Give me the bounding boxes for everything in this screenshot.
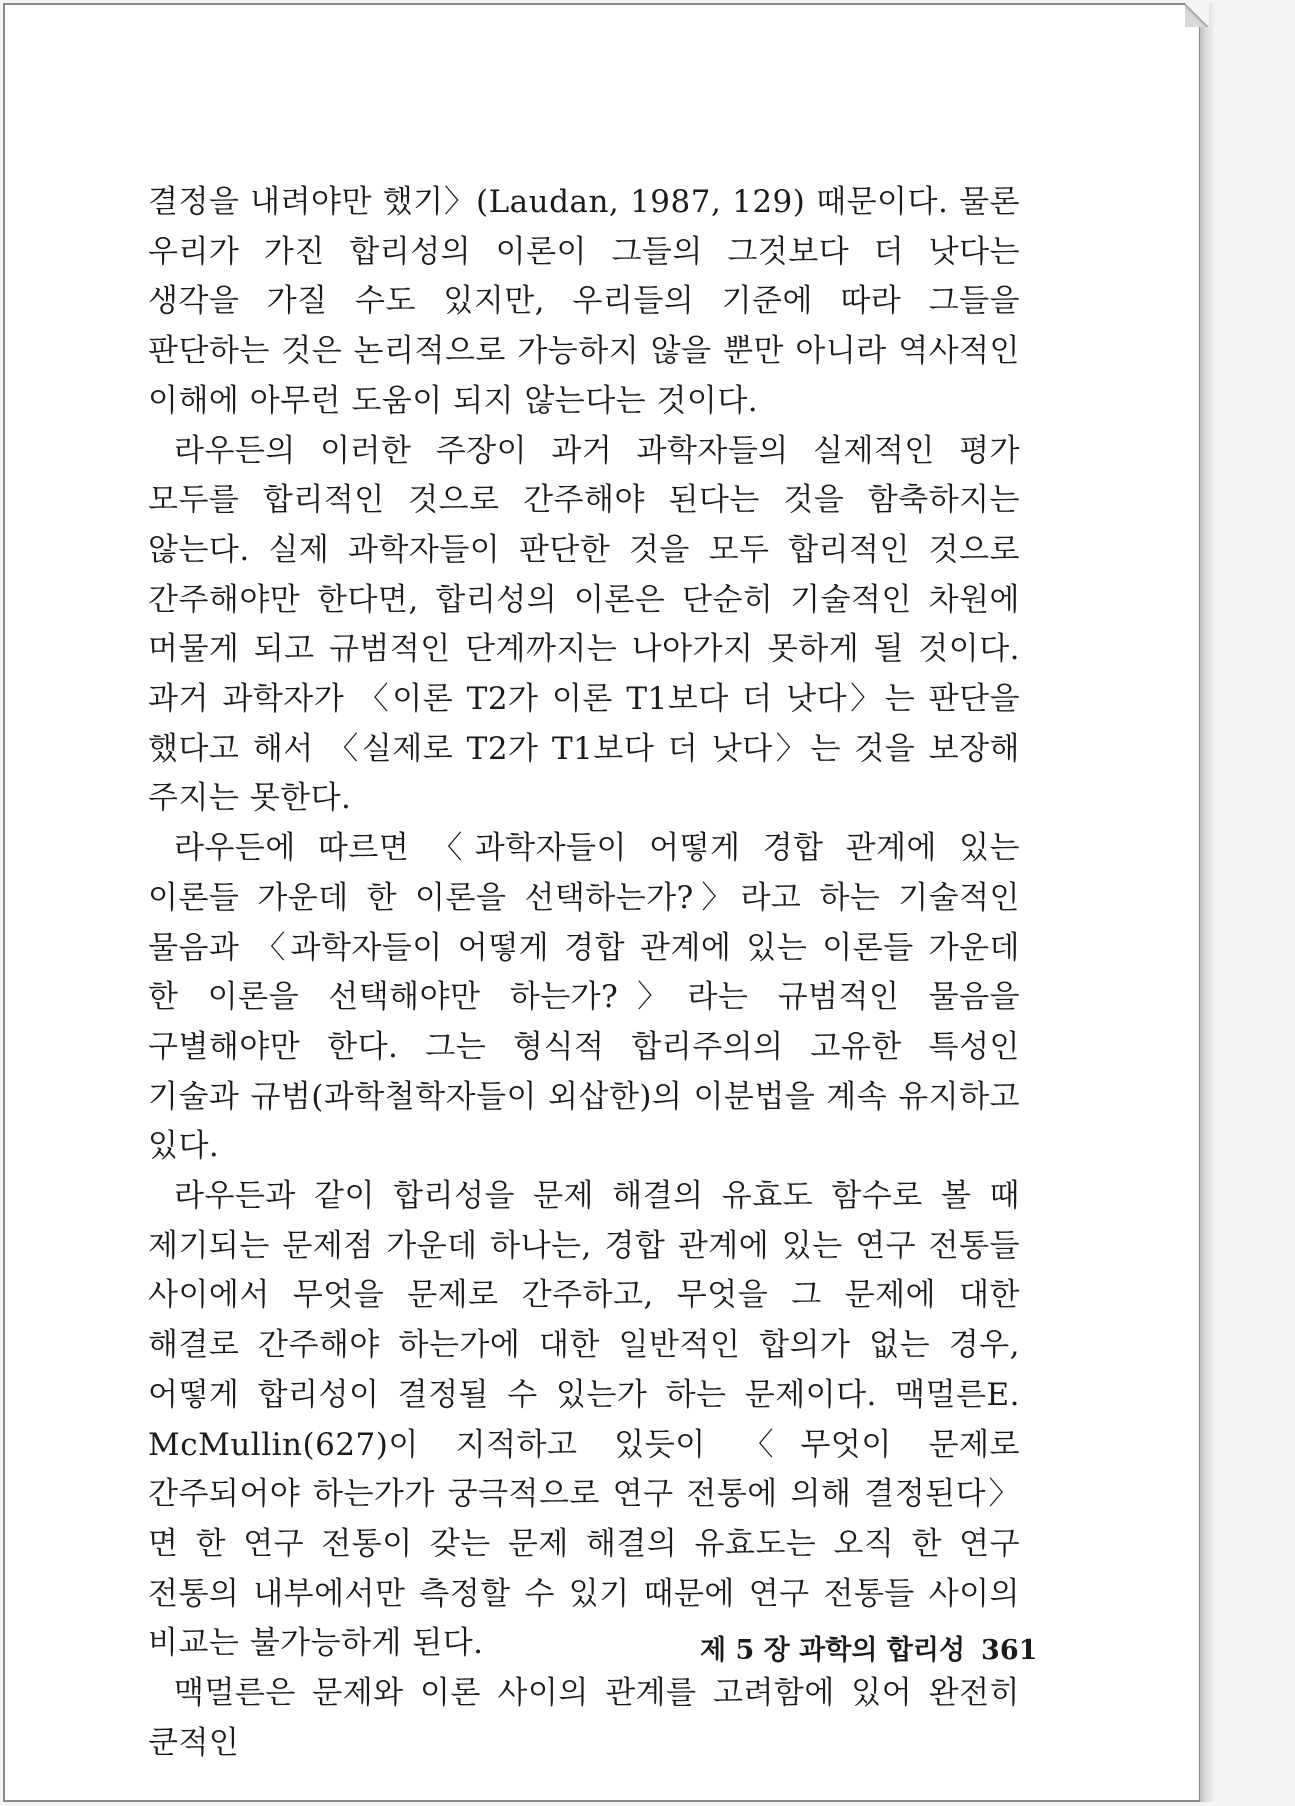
page-number: 361 bbox=[981, 1635, 1038, 1666]
paragraph-4: 라우든과 같이 합리성을 문제 해결의 유효도 함수로 볼 때 제기되는 문제점 가운데 하나는, 경합 관계에 있는 연구 전통들 사이에서 무엇을 문제로 간주하고, 무엇을 그 문제에 대한 해결로 간주해야 하는가에 대한 일반적인 합의가 없는 경우, 어떻게 합리성이 결정될 수 있는가 하는 문제이다. 맥멀른E. McMullin(627)이 지적하고 있듯이 〈무엇이 문제로 간주되어야 하는가가 궁극적으로 연구 전통에 의해 결정된다〉면 한 연구 전통이 갖는 문제 해결의 유효도는 오직 한 연구 전통의 내부에서만 측정할 수 있기 때문에 연구 전통들 사이의 비교는 불가능하게 된다. bbox=[148, 1178, 1020, 1662]
page-corner-fold bbox=[1185, 3, 1209, 27]
body-text bbox=[148, 178, 1020, 1769]
paragraph-3: 라우든에 따르면 〈과학자들이 어떻게 경합 관계에 있는 이론들 가운데 한 이론을 선택하는가?〉라고 하는 기술적인 물음과 〈과학자들이 어떻게 경합 관계에 있는 이론들 가운데 한 이론을 선택해야만 하는가?〉라는 규범적인 물음을 구별해야만 한다. 그는 형식적 합리주의의 고유한 특성인 기술과 규범(과학철학자들이 외삽한)의 이분법을 계속 유지하고 있다. bbox=[148, 830, 1020, 1165]
paragraph-5: 맥멀른은 문제와 이론 사이의 관계를 고려함에 있어 완전히 쿤적인 bbox=[148, 1675, 1020, 1761]
paragraph-1: 결정을 내려야만 했기〉(Laudan, 1987, 129) 때문이다. 물론 우리가 가진 합리성의 이론이 그들의 그것보다 더 낫다는 생각을 가질 수도 있지만, 우리들의 기준에 따라 그들을 판단하는 것은 논리적으로 가능하지 않을 뿐만 아니라 역사적인 이해에 아무런 도움이 되지 않는다는 것이다. bbox=[148, 184, 1020, 419]
running-footer bbox=[700, 1628, 1038, 1667]
page-stack-edge bbox=[1199, 3, 1214, 1802]
chapter-title: 제 5 장 과학의 합리성 bbox=[700, 1635, 966, 1666]
paragraph-2: 라우든의 이러한 주장이 과거 과학자들의 실제적인 평가 모두를 합리적인 것으로 간주해야 된다는 것을 함축하지는 않는다. 실제 과학자들이 판단한 것을 모두 합리적인 것으로 간주해야만 한다면, 합리성의 이론은 단순히 기술적인 차원에 머물게 되고 규범적인 단계까지는 나아가지 못하게 될 것이다. 과거 과학자가 〈이론 T2가 이론 T1보다 더 낫다〉는 판단을 했다고 해서 〈실제로 T2가 T1보다 더 낫다〉는 것을 보장해 주지는 못한다. bbox=[148, 432, 1020, 817]
